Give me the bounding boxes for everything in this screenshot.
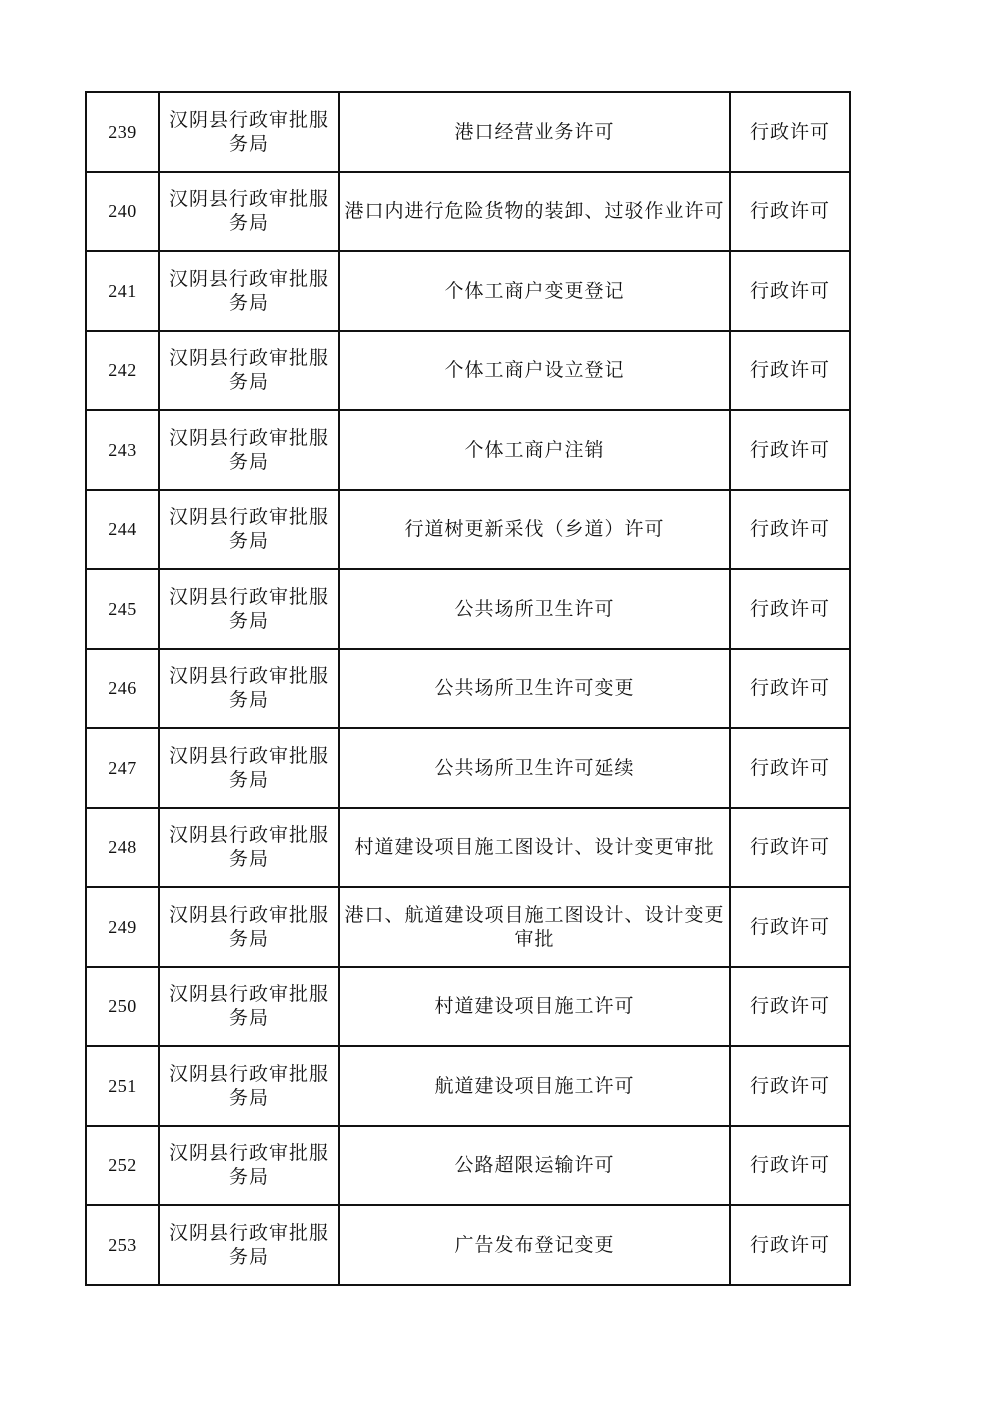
row-number-cell: 245 xyxy=(86,569,159,649)
table-row xyxy=(86,569,850,649)
item-name-cell: 航道建设项目施工许可 xyxy=(339,1046,730,1126)
item-name-cell: 个体工商户设立登记 xyxy=(339,331,730,411)
table-row xyxy=(86,1046,850,1126)
table-row xyxy=(86,1205,850,1285)
category-cell: 行政许可 xyxy=(730,92,850,172)
permit-table-body xyxy=(86,92,850,1285)
category-cell: 行政许可 xyxy=(730,887,850,967)
department-cell: 汉阴县行政审批服务局 xyxy=(159,1205,339,1285)
table-row xyxy=(86,410,850,490)
item-name-cell: 行道树更新采伐（乡道）许可 xyxy=(339,490,730,570)
row-number-cell: 248 xyxy=(86,808,159,888)
department-cell: 汉阴县行政审批服务局 xyxy=(159,1126,339,1206)
item-name-cell: 村道建设项目施工许可 xyxy=(339,967,730,1047)
category-cell: 行政许可 xyxy=(730,808,850,888)
item-name-cell: 港口、航道建设项目施工图设计、设计变更审批 xyxy=(339,887,730,967)
row-number-cell: 242 xyxy=(86,331,159,411)
department-cell: 汉阴县行政审批服务局 xyxy=(159,410,339,490)
row-number-cell: 246 xyxy=(86,649,159,729)
item-name-cell: 村道建设项目施工图设计、设计变更审批 xyxy=(339,808,730,888)
row-number-cell: 239 xyxy=(86,92,159,172)
department-cell: 汉阴县行政审批服务局 xyxy=(159,251,339,331)
table-row xyxy=(86,728,850,808)
department-cell: 汉阴县行政审批服务局 xyxy=(159,728,339,808)
category-cell: 行政许可 xyxy=(730,649,850,729)
department-cell: 汉阴县行政审批服务局 xyxy=(159,490,339,570)
row-number-cell: 250 xyxy=(86,967,159,1047)
table-row xyxy=(86,808,850,888)
department-cell: 汉阴县行政审批服务局 xyxy=(159,967,339,1047)
row-number-cell: 240 xyxy=(86,172,159,252)
category-cell: 行政许可 xyxy=(730,1046,850,1126)
table-row xyxy=(86,490,850,570)
permit-table xyxy=(85,91,851,1286)
item-name-cell: 公路超限运输许可 xyxy=(339,1126,730,1206)
category-cell: 行政许可 xyxy=(730,1205,850,1285)
row-number-cell: 252 xyxy=(86,1126,159,1206)
category-cell: 行政许可 xyxy=(730,331,850,411)
category-cell: 行政许可 xyxy=(730,251,850,331)
department-cell: 汉阴县行政审批服务局 xyxy=(159,92,339,172)
department-cell: 汉阴县行政审批服务局 xyxy=(159,569,339,649)
item-name-cell: 港口内进行危险货物的装卸、过驳作业许可 xyxy=(339,172,730,252)
row-number-cell: 249 xyxy=(86,887,159,967)
category-cell: 行政许可 xyxy=(730,728,850,808)
item-name-cell: 港口经营业务许可 xyxy=(339,92,730,172)
table-row xyxy=(86,251,850,331)
item-name-cell: 公共场所卫生许可 xyxy=(339,569,730,649)
department-cell: 汉阴县行政审批服务局 xyxy=(159,887,339,967)
department-cell: 汉阴县行政审批服务局 xyxy=(159,331,339,411)
table-row xyxy=(86,887,850,967)
table-row xyxy=(86,172,850,252)
category-cell: 行政许可 xyxy=(730,1126,850,1206)
category-cell: 行政许可 xyxy=(730,967,850,1047)
item-name-cell: 个体工商户注销 xyxy=(339,410,730,490)
row-number-cell: 253 xyxy=(86,1205,159,1285)
row-number-cell: 243 xyxy=(86,410,159,490)
table-row xyxy=(86,1126,850,1206)
row-number-cell: 247 xyxy=(86,728,159,808)
row-number-cell: 241 xyxy=(86,251,159,331)
table-row xyxy=(86,967,850,1047)
table-row xyxy=(86,649,850,729)
category-cell: 行政许可 xyxy=(730,410,850,490)
table-row xyxy=(86,331,850,411)
item-name-cell: 公共场所卫生许可变更 xyxy=(339,649,730,729)
category-cell: 行政许可 xyxy=(730,172,850,252)
table-row xyxy=(86,92,850,172)
item-name-cell: 公共场所卫生许可延续 xyxy=(339,728,730,808)
department-cell: 汉阴县行政审批服务局 xyxy=(159,649,339,729)
row-number-cell: 251 xyxy=(86,1046,159,1126)
row-number-cell: 244 xyxy=(86,490,159,570)
department-cell: 汉阴县行政审批服务局 xyxy=(159,808,339,888)
department-cell: 汉阴县行政审批服务局 xyxy=(159,1046,339,1126)
category-cell: 行政许可 xyxy=(730,569,850,649)
category-cell: 行政许可 xyxy=(730,490,850,570)
department-cell: 汉阴县行政审批服务局 xyxy=(159,172,339,252)
item-name-cell: 个体工商户变更登记 xyxy=(339,251,730,331)
item-name-cell: 广告发布登记变更 xyxy=(339,1205,730,1285)
